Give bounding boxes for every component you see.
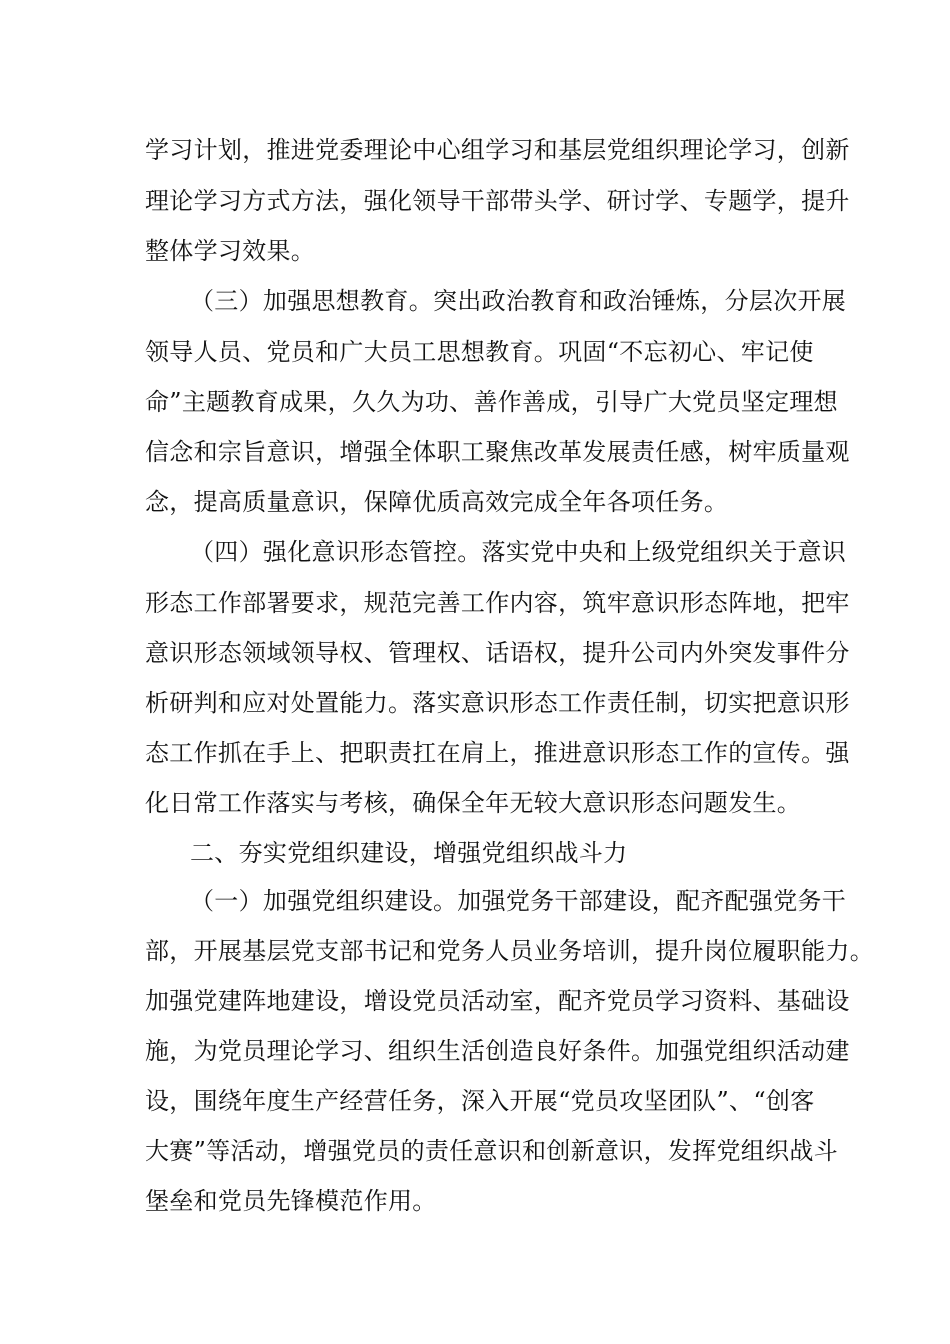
paragraph-line: 学习计划，推进党委理论中心组学习和基层党组织理论学习，创新 bbox=[145, 136, 850, 164]
paragraph-line: 领导人员、党员和广大员工思想教育。巩固“不忘初心、牢记使 bbox=[145, 338, 814, 366]
chapter-heading-line: 二、夯实党组织建设，增强党组织战斗力 bbox=[190, 839, 628, 867]
paragraph-line: 析研判和应对处置能力。落实意识形态工作责任制，切实把意识形 bbox=[145, 689, 850, 717]
paragraph-line: 命”主题教育成果，久久为功、善作善成，引导广大党员坚定理想 bbox=[145, 388, 838, 416]
paragraph-line: 部，开展基层党支部书记和党务人员业务培训，提升岗位履职能力。 bbox=[145, 937, 874, 965]
paragraph-line: 念，提高质量意识，保障优质高效完成全年各项任务。 bbox=[145, 488, 729, 516]
paragraph-line: 化日常工作落实与考核，确保全年无较大意识形态问题发生。 bbox=[145, 789, 802, 817]
paragraph-line: 施，为党员理论学习、组织生活创造良好条件。加强党组织活动建 bbox=[145, 1037, 850, 1065]
paragraph-line: 堡垒和党员先锋模范作用。 bbox=[145, 1187, 437, 1215]
section-heading-line: （一）加强党组织建设。加强党务干部建设，配齐配强党务干 bbox=[190, 887, 847, 915]
paragraph-line: 形态工作部署要求，规范完善工作内容，筑牢意识形态阵地，把牢 bbox=[145, 589, 850, 617]
paragraph-line: 态工作抓在手上、把职责扛在肩上，推进意识形态工作的宣传。强 bbox=[145, 739, 850, 767]
paragraph-line: 加强党建阵地建设，增设党员活动室，配齐党员学习资料、基础设 bbox=[145, 987, 850, 1015]
paragraph-line: 大赛”等活动，增强党员的责任意识和创新意识，发挥党组织战斗 bbox=[145, 1137, 838, 1165]
paragraph-line: 信念和宗旨意识，增强全体职工聚焦改革发展责任感，树牢质量观 bbox=[145, 438, 850, 466]
paragraph-line: 理论学习方式方法，强化领导干部带头学、研讨学、专题学，提升 bbox=[145, 187, 850, 215]
paragraph-line: 设，围绕年度生产经营任务，深入开展“党员攻坚团队”、“创客 bbox=[145, 1087, 815, 1115]
section-heading-line: （三）加强思想教育。突出政治教育和政治锤炼，分层次开展 bbox=[190, 287, 847, 315]
paragraph-line: 意识形态领域领导权、管理权、话语权，提升公司内外突发事件分 bbox=[145, 639, 850, 667]
paragraph-line: 整体学习效果。 bbox=[145, 237, 316, 265]
section-heading-line: （四）强化意识形态管控。落实党中央和上级党组织关于意识 bbox=[190, 538, 847, 566]
